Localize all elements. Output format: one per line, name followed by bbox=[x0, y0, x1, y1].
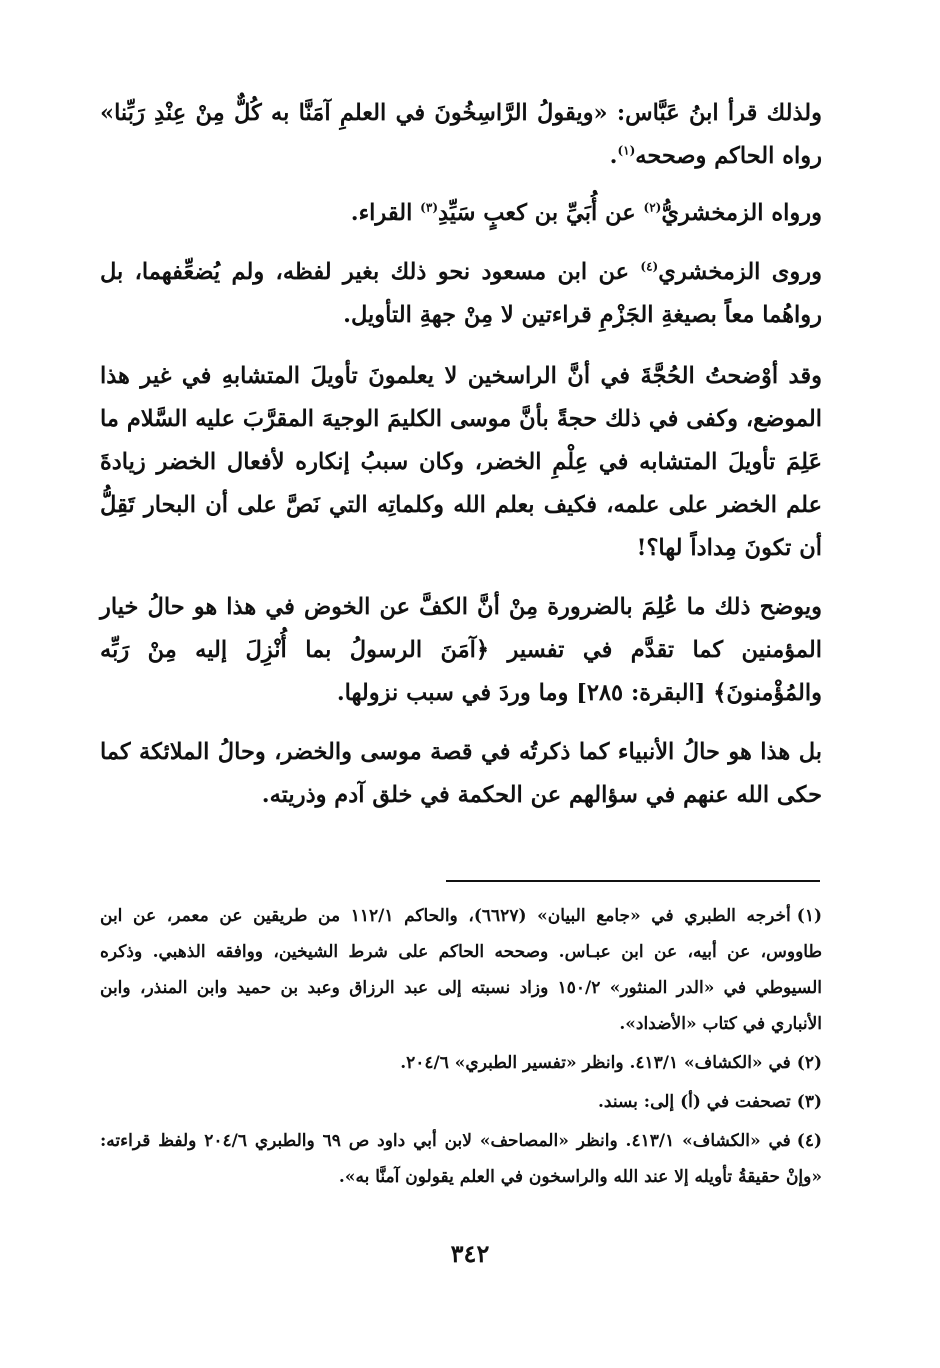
footnote-ref-2[interactable]: (٢) bbox=[643, 200, 662, 215]
paragraph-3-text: وروى الزمخشري bbox=[658, 259, 822, 285]
paragraph-5: ويوضح ذلك ما عُلِمَ بالضرورة مِنْ أنَّ الكفَّ عن الخوض في هذا هو حالُ خيار المؤمنين كما تقدَّم في تفسير ﴿آمَنَ الرسولُ بما أُنْزِلَ إليه مِنْ رَبِّه والمُؤْمنونَ﴾ [البقرة: ٢٨٥] وما وردَ في سبب نزولها. bbox=[100, 594, 822, 706]
footnote-text: تصحفت في (أ) إلى: بسند. bbox=[598, 1092, 791, 1112]
footnote-text: في «الكشاف» ٤١٣/١. وانظر «المصاحف» لابن أبي داود ص ٦٩ والطبري ٢٠٤/٦ ولفظ قراءته: «وإنْ حقيقةُ تأويله إلا عند الله والراسخون في العلم يقولون آمنَّا به». bbox=[100, 1131, 822, 1187]
paragraph-3 bbox=[100, 251, 822, 337]
footnote-number: (٢) bbox=[796, 1053, 822, 1073]
paragraph-1-text: ولذلك قرأ ابنُ عَبَّاس: «ويقولُ الرَّاسِخُونَ في العلمِ آمَنَّا به كُلٌّ مِنْ عِنْدِ رَبِّنا» رواه الحاكم وصححه bbox=[100, 100, 822, 169]
page-number: ٣٤٢ bbox=[450, 1239, 490, 1268]
footnote-ref-3[interactable]: (٣) bbox=[420, 200, 438, 215]
footnote-1 bbox=[100, 898, 822, 1042]
footnote-number: (٤) bbox=[796, 1131, 822, 1151]
paragraph-2-text: ورواه الزمخشريُّ bbox=[661, 200, 822, 226]
paragraph-2-end: القراء. bbox=[350, 200, 421, 226]
footnote-ref-4[interactable]: (٤) bbox=[640, 259, 659, 274]
footnote-number: (٣) bbox=[796, 1092, 822, 1112]
footnote-text: في «الكشاف» ٤١٣/١. وانظر «تفسير الطبري» ٢٠٤/٦. bbox=[400, 1053, 791, 1073]
footnote-3 bbox=[100, 1084, 822, 1120]
footnote-number: (١) bbox=[796, 906, 823, 926]
paragraph-1-end: . bbox=[609, 143, 618, 169]
main-text bbox=[100, 92, 822, 831]
footnotes bbox=[100, 898, 822, 1198]
paragraph-3-end: عن ابن مسعود نحو ذلك بغير لفظه، ولم يُضعِّفهما، بل رواهُما معاً بصيغةِ الجَزْمِ قراءتين لا مِنْ جهةِ التأويل. bbox=[100, 259, 822, 328]
paragraph-6: بل هذا هو حالُ الأنبياء كما ذكرتُه في قصة موسى والخضر، وحالُ الملائكة كما حكى الله عنهم في سؤالهم عن الحكمة في خلق آدم وذريته. bbox=[100, 739, 822, 808]
footnote-separator bbox=[446, 880, 820, 882]
footnote-2 bbox=[100, 1045, 822, 1081]
paragraph-2-middle: عن أُبَيِّ بن كعبٍ سَيِّدِ bbox=[438, 200, 644, 226]
paragraph-2 bbox=[100, 192, 822, 235]
paragraph-1 bbox=[100, 92, 822, 178]
footnote-text: أخرجه الطبري في «جامع البيان» (٦٦٢٧)، والحاكم ١١٢/١ من طريقين عن معمر، عن ابن طاووس، عن أبيه، عن ابن عبـاس. وصححه الحاكم على شرط الشيخين، ووافقه الذهبي. وذكره السيوطي في «الدر المنثور» ١٥٠/٢ وزاد نسبته إلى عبد الرزاق وعبد بن حميد وابن المنذر، وابن الأنباري في كتاب «الأضداد». bbox=[100, 906, 823, 1034]
paragraph-4: وقد أوْضحتُ الحُجَّةَ في أنَّ الراسخين لا يعلمونَ تأويلَ المتشابهِ في غير هذا الموضع، وكفى في ذلك حجةً بأنَّ موسى الكليمَ الوجيهَ المقرَّبَ عليه السَّلام ما عَلِمَ تأويلَ المتشابه في عِلْمِ الخضر، وكان سببُ إنكاره لأفعال الخضر زيادةَ علم الخضر على علمه، فكيف بعلم الله وكلماتِه التي نَصَّ على أن البحار تَقِلُّ أن تكونَ مِداداً لها؟! bbox=[100, 363, 823, 561]
footnote-ref-1[interactable]: (١) bbox=[617, 143, 636, 158]
footnote-4 bbox=[100, 1123, 822, 1195]
